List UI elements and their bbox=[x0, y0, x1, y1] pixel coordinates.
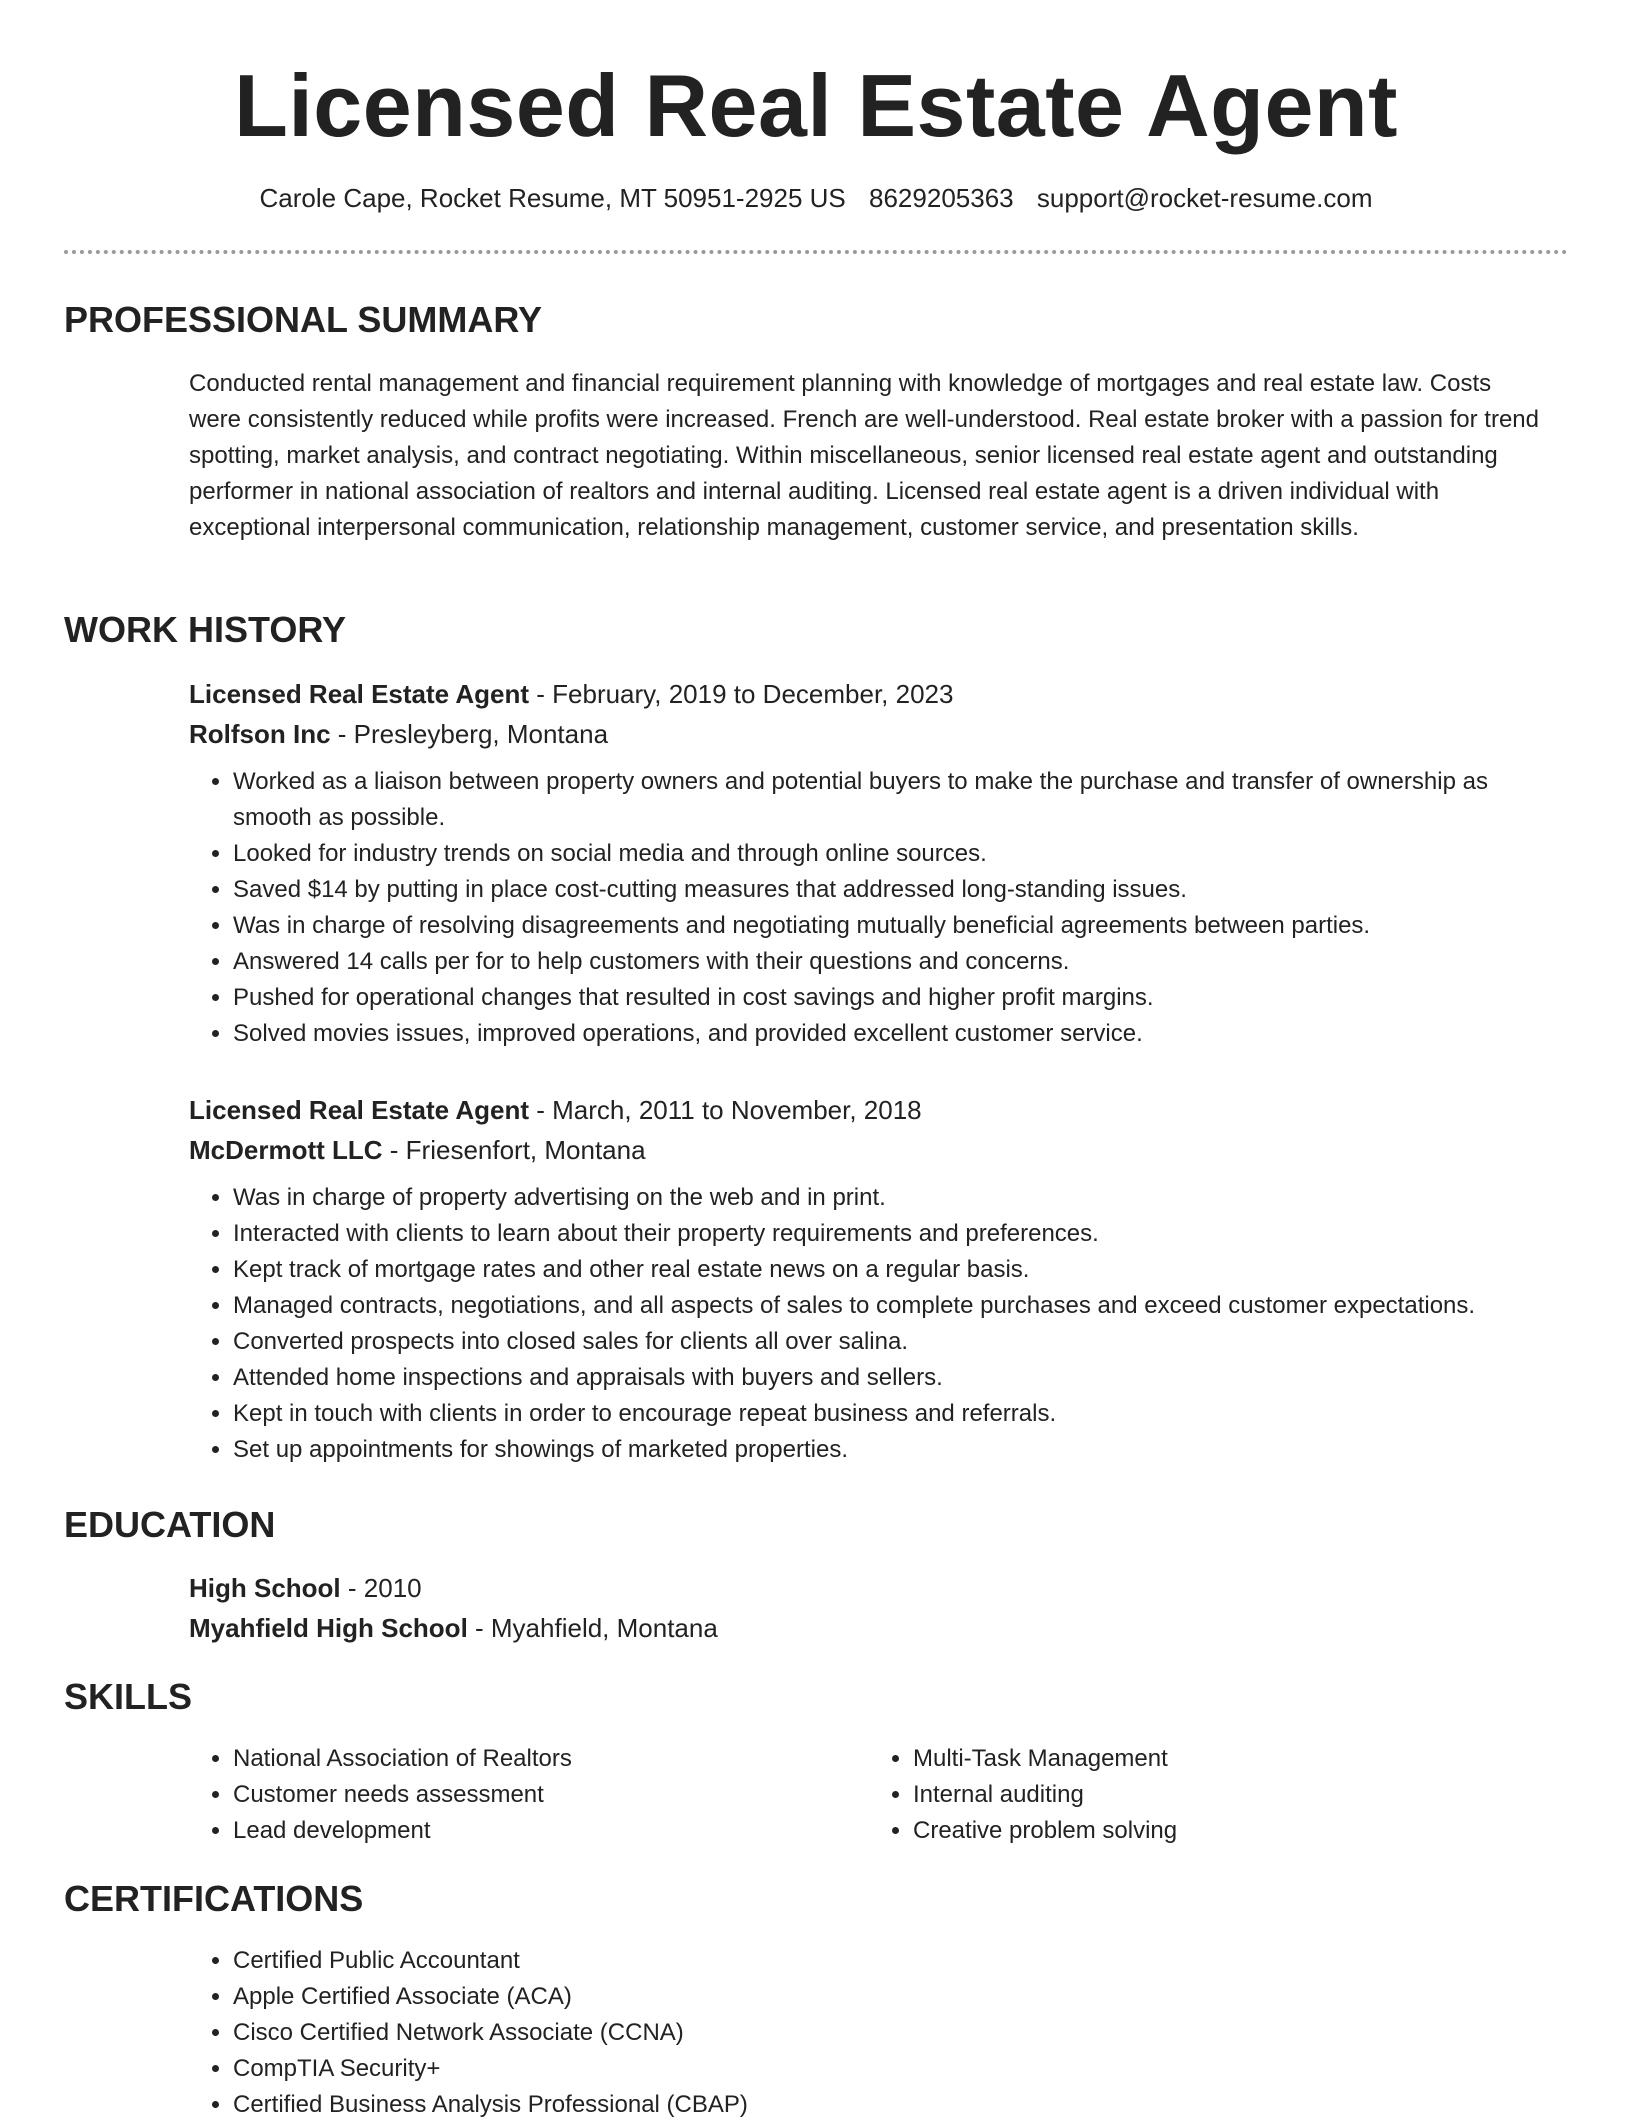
job-company-line bbox=[189, 714, 1549, 754]
job-bullets bbox=[189, 764, 1549, 1052]
list-item: • Creative problem solving bbox=[913, 1813, 1549, 1849]
job-title: Licensed Real Estate Agent bbox=[189, 1095, 530, 1125]
list-item: • Customer needs assessment bbox=[233, 1777, 869, 1813]
list-item: • Pushed for operational changes that resulted in cost savings and higher profit margins. bbox=[233, 980, 1549, 1016]
job-dates: - February, 2019 to December, 2023 bbox=[529, 679, 954, 709]
education-location: - Myahfield, Montana bbox=[467, 1613, 718, 1643]
certifications-heading: CERTIFICATIONS bbox=[64, 1878, 364, 1919]
skills-heading: SKILLS bbox=[64, 1676, 193, 1717]
certifications-section bbox=[189, 1943, 1549, 2123]
job-company: Rolfson Inc bbox=[189, 719, 331, 749]
resume-title: Licensed Real Estate Agent bbox=[234, 56, 1398, 155]
list-item: • Managed contracts, negotiations, and all aspects of sales to complete purchases and exceed customer expectations. bbox=[233, 1288, 1549, 1324]
job-entry bbox=[189, 1090, 1549, 1468]
list-item: • Was in charge of property advertising on the web and in print. bbox=[233, 1180, 1549, 1216]
education-degree: High School bbox=[189, 1573, 341, 1603]
job-title: Licensed Real Estate Agent bbox=[189, 679, 530, 709]
list-item: • Certified Public Accountant bbox=[233, 1943, 1549, 1979]
list-item: • Converted prospects into closed sales for clients all over salina. bbox=[233, 1324, 1549, 1360]
job-company: McDermott LLC bbox=[189, 1135, 383, 1165]
list-item: • Looked for industry trends on social media and through online sources. bbox=[233, 836, 1549, 872]
list-item: • Apple Certified Associate (ACA) bbox=[233, 1979, 1549, 2015]
contact-email: support@rocket-resume.com bbox=[1036, 183, 1373, 213]
skills-section bbox=[189, 1741, 1549, 1849]
job-entry bbox=[189, 674, 1549, 1052]
list-item: • Interacted with clients to learn about their property requirements and preferences. bbox=[233, 1216, 1549, 1252]
list-item: • Attended home inspections and appraisals with buyers and sellers. bbox=[233, 1360, 1549, 1396]
list-item: • Lead development bbox=[233, 1813, 869, 1849]
list-item: • CompTIA Security+ bbox=[233, 2051, 1549, 2087]
work-history-heading: WORK HISTORY bbox=[64, 609, 347, 650]
list-item: • National Association of Realtors bbox=[233, 1741, 869, 1777]
summary-section bbox=[189, 366, 1549, 546]
education-school-line bbox=[189, 1608, 1549, 1648]
list-item: • Kept track of mortgage rates and other real estate news on a regular basis. bbox=[233, 1252, 1549, 1288]
list-item: • Cisco Certified Network Associate (CCNA) bbox=[233, 2015, 1549, 2051]
list-item: • Kept in touch with clients in order to encourage repeat business and referrals. bbox=[233, 1396, 1549, 1432]
contact-address: Carole Cape, Rocket Resume, MT 50951-2925 US bbox=[259, 183, 846, 213]
job-dates: - March, 2011 to November, 2018 bbox=[529, 1095, 922, 1125]
certifications-list bbox=[189, 1943, 1549, 2123]
list-item: • Saved $14 by putting in place cost-cutting measures that addressed long-standing issues. bbox=[233, 872, 1549, 908]
skills-list-left bbox=[189, 1741, 869, 1849]
contact-line bbox=[0, 180, 1632, 216]
job-title-line bbox=[189, 674, 1549, 714]
job-location: - Presleyberg, Montana bbox=[330, 719, 609, 749]
job-location: - Friesenfort, Montana bbox=[382, 1135, 646, 1165]
job-company-line bbox=[189, 1130, 1549, 1170]
list-item: • Answered 14 calls per for to help customers with their questions and concerns. bbox=[233, 944, 1549, 980]
list-item: • Solved movies issues, improved operations, and provided excellent customer service. bbox=[233, 1016, 1549, 1052]
job-bullets bbox=[189, 1180, 1549, 1468]
education-entry bbox=[189, 1568, 1549, 1648]
summary-heading: PROFESSIONAL SUMMARY bbox=[64, 299, 543, 340]
header-divider bbox=[64, 250, 1568, 254]
education-degree-line bbox=[189, 1568, 1549, 1608]
list-item: • Certified Business Analysis Professional (CBAP) bbox=[233, 2087, 1549, 2123]
skills-list-right bbox=[869, 1741, 1549, 1849]
list-item: • Internal auditing bbox=[913, 1777, 1549, 1813]
list-item: • Worked as a liaison between property owners and potential buyers to make the purchase and transfer of ownership as smooth as possible. bbox=[233, 764, 1549, 836]
list-item: • Set up appointments for showings of marketed properties. bbox=[233, 1432, 1549, 1468]
education-heading: EDUCATION bbox=[64, 1504, 276, 1545]
list-item: • Multi-Task Management bbox=[913, 1741, 1549, 1777]
job-title-line bbox=[189, 1090, 1549, 1130]
list-item: • Was in charge of resolving disagreements and negotiating mutually beneficial agreements between parties. bbox=[233, 908, 1549, 944]
education-school: Myahfield High School bbox=[189, 1613, 468, 1643]
education-year: - 2010 bbox=[340, 1573, 422, 1603]
contact-phone: 8629205363 bbox=[869, 183, 1014, 213]
summary-text: Conducted rental management and financial requirement planning with knowledge of mortgages and real estate law. Costs were consistently reduced while profits were increased. French are well-understood. Real estate broker with a passion for trend spotting, market analysis, and contract negotiating. Within miscellaneous, senior licensed real estate agent and outstanding performer in national association of realtors and internal auditing. Licensed real estate agent is a driven individual with exceptional interpersonal communication, relationship management, customer service, and presentation skills. bbox=[189, 370, 1539, 541]
